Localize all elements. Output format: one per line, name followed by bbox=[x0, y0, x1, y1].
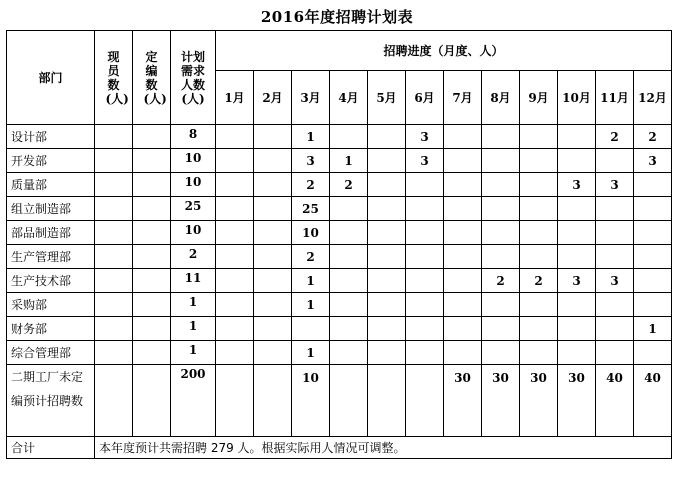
month-header-8: 8月 bbox=[482, 71, 520, 125]
month-cell-4 bbox=[330, 125, 368, 149]
month-cell-3: 1 bbox=[292, 269, 330, 293]
month-cell-8 bbox=[482, 125, 520, 149]
month-cell-6 bbox=[406, 269, 444, 293]
month-cell-1 bbox=[216, 173, 254, 197]
dept-cell: 生产技术部 bbox=[7, 269, 95, 293]
month-cell-11 bbox=[596, 221, 634, 245]
month-cell-7 bbox=[444, 245, 482, 269]
need-cell: 2 bbox=[171, 245, 216, 269]
current-staff-cell bbox=[95, 125, 133, 149]
quota-cell bbox=[133, 341, 171, 365]
progress-header: 招聘进度（月度、人） bbox=[216, 31, 672, 71]
month-cell-9: 30 bbox=[520, 365, 558, 437]
current-staff-cell bbox=[95, 245, 133, 269]
month-cell-10: 3 bbox=[558, 269, 596, 293]
need-cell: 1 bbox=[171, 293, 216, 317]
month-cell-8 bbox=[482, 221, 520, 245]
month-header-7: 7月 bbox=[444, 71, 482, 125]
month-cell-4: 1 bbox=[330, 149, 368, 173]
month-cell-1 bbox=[216, 125, 254, 149]
month-header-4: 4月 bbox=[330, 71, 368, 125]
current-staff-cell bbox=[95, 173, 133, 197]
month-cell-10 bbox=[558, 125, 596, 149]
total-label: 合计 bbox=[7, 437, 95, 459]
quota-cell bbox=[133, 317, 171, 341]
month-cell-3 bbox=[292, 317, 330, 341]
dept-cell: 部品制造部 bbox=[7, 221, 95, 245]
table-row bbox=[7, 197, 672, 221]
header-row-1 bbox=[7, 31, 672, 71]
quota-cell bbox=[133, 245, 171, 269]
month-cell-12: 40 bbox=[634, 365, 672, 437]
dept-cell: 二期工厂未定编预计招聘数 bbox=[7, 365, 95, 437]
dept-cell: 组立制造部 bbox=[7, 197, 95, 221]
month-cell-8: 30 bbox=[482, 365, 520, 437]
month-header-3: 3月 bbox=[292, 71, 330, 125]
month-cell-2 bbox=[254, 221, 292, 245]
month-cell-6 bbox=[406, 293, 444, 317]
month-cell-2 bbox=[254, 197, 292, 221]
month-cell-6 bbox=[406, 197, 444, 221]
table-row bbox=[7, 173, 672, 197]
month-cell-2 bbox=[254, 341, 292, 365]
month-header-12: 12月 bbox=[634, 71, 672, 125]
table-row bbox=[7, 341, 672, 365]
current-staff-cell bbox=[95, 221, 133, 245]
quota-cell bbox=[133, 149, 171, 173]
need-header-text: 计划需求人数(人) bbox=[180, 49, 205, 106]
month-cell-11 bbox=[596, 245, 634, 269]
month-cell-11 bbox=[596, 341, 634, 365]
month-cell-11: 3 bbox=[596, 173, 634, 197]
month-cell-3: 25 bbox=[292, 197, 330, 221]
month-cell-6: 3 bbox=[406, 125, 444, 149]
month-cell-4 bbox=[330, 317, 368, 341]
dept-cell: 质量部 bbox=[7, 173, 95, 197]
month-cell-5 bbox=[368, 269, 406, 293]
month-cell-5 bbox=[368, 173, 406, 197]
month-cell-7 bbox=[444, 269, 482, 293]
month-cell-5 bbox=[368, 365, 406, 437]
month-cell-3: 2 bbox=[292, 245, 330, 269]
current-staff-header bbox=[95, 31, 133, 125]
month-cell-9 bbox=[520, 221, 558, 245]
current-staff-cell bbox=[95, 197, 133, 221]
table-row bbox=[7, 293, 672, 317]
month-cell-3: 10 bbox=[292, 221, 330, 245]
month-cell-5 bbox=[368, 221, 406, 245]
month-cell-3: 3 bbox=[292, 149, 330, 173]
month-cell-8 bbox=[482, 293, 520, 317]
month-cell-4 bbox=[330, 269, 368, 293]
month-header-9: 9月 bbox=[520, 71, 558, 125]
month-cell-7 bbox=[444, 197, 482, 221]
month-cell-1 bbox=[216, 293, 254, 317]
table-row-phase2 bbox=[7, 365, 672, 437]
need-cell: 1 bbox=[171, 341, 216, 365]
month-cell-7 bbox=[444, 317, 482, 341]
need-header bbox=[171, 31, 216, 125]
table-row bbox=[7, 317, 672, 341]
month-cell-7 bbox=[444, 293, 482, 317]
table-row bbox=[7, 125, 672, 149]
dept-cell: 采购部 bbox=[7, 293, 95, 317]
month-cell-4 bbox=[330, 341, 368, 365]
month-cell-9 bbox=[520, 125, 558, 149]
table-row bbox=[7, 245, 672, 269]
month-header-1: 1月 bbox=[216, 71, 254, 125]
month-cell-2 bbox=[254, 125, 292, 149]
month-cell-5 bbox=[368, 293, 406, 317]
need-cell: 25 bbox=[171, 197, 216, 221]
month-cell-10: 3 bbox=[558, 173, 596, 197]
month-cell-11 bbox=[596, 149, 634, 173]
dept-cell: 财务部 bbox=[7, 317, 95, 341]
month-cell-10 bbox=[558, 221, 596, 245]
total-note: 本年度预计共需招聘 279 人。根据实际用人情况可调整。 bbox=[95, 437, 672, 459]
month-cell-10 bbox=[558, 293, 596, 317]
month-cell-2 bbox=[254, 149, 292, 173]
month-cell-8: 2 bbox=[482, 269, 520, 293]
month-cell-12 bbox=[634, 269, 672, 293]
month-cell-3: 2 bbox=[292, 173, 330, 197]
current-staff-cell bbox=[95, 317, 133, 341]
month-cell-7 bbox=[444, 149, 482, 173]
quota-cell bbox=[133, 365, 171, 437]
month-cell-3: 1 bbox=[292, 125, 330, 149]
month-cell-6 bbox=[406, 365, 444, 437]
current-staff-cell bbox=[95, 149, 133, 173]
month-cell-12 bbox=[634, 293, 672, 317]
month-cell-1 bbox=[216, 317, 254, 341]
need-cell: 10 bbox=[171, 221, 216, 245]
quota-cell bbox=[133, 221, 171, 245]
month-cell-1 bbox=[216, 341, 254, 365]
month-header-2: 2月 bbox=[254, 71, 292, 125]
month-cell-2 bbox=[254, 293, 292, 317]
month-cell-5 bbox=[368, 125, 406, 149]
month-cell-6 bbox=[406, 221, 444, 245]
month-cell-11: 40 bbox=[596, 365, 634, 437]
month-cell-1 bbox=[216, 269, 254, 293]
month-cell-12: 2 bbox=[634, 125, 672, 149]
month-cell-10 bbox=[558, 317, 596, 341]
quota-header-text: 定编数(人) bbox=[143, 49, 167, 106]
current-staff-cell bbox=[95, 341, 133, 365]
month-cell-7 bbox=[444, 173, 482, 197]
month-cell-7: 30 bbox=[444, 365, 482, 437]
month-cell-7 bbox=[444, 221, 482, 245]
month-cell-5 bbox=[368, 149, 406, 173]
month-cell-4 bbox=[330, 197, 368, 221]
month-cell-11 bbox=[596, 197, 634, 221]
table-row bbox=[7, 221, 672, 245]
quota-cell bbox=[133, 293, 171, 317]
month-cell-1 bbox=[216, 245, 254, 269]
quota-cell bbox=[133, 197, 171, 221]
month-cell-11: 2 bbox=[596, 125, 634, 149]
month-cell-9 bbox=[520, 173, 558, 197]
month-cell-10: 30 bbox=[558, 365, 596, 437]
month-cell-12 bbox=[634, 245, 672, 269]
need-cell: 8 bbox=[171, 125, 216, 149]
month-cell-5 bbox=[368, 245, 406, 269]
month-cell-12 bbox=[634, 341, 672, 365]
month-cell-2 bbox=[254, 365, 292, 437]
month-cell-4 bbox=[330, 365, 368, 437]
month-cell-8 bbox=[482, 317, 520, 341]
month-cell-10 bbox=[558, 341, 596, 365]
month-cell-7 bbox=[444, 125, 482, 149]
month-cell-9 bbox=[520, 317, 558, 341]
need-cell: 10 bbox=[171, 149, 216, 173]
month-cell-2 bbox=[254, 317, 292, 341]
month-header-5: 5月 bbox=[368, 71, 406, 125]
month-cell-12 bbox=[634, 221, 672, 245]
month-cell-4 bbox=[330, 293, 368, 317]
month-cell-9 bbox=[520, 245, 558, 269]
month-cell-5 bbox=[368, 341, 406, 365]
month-cell-11 bbox=[596, 317, 634, 341]
month-header-6: 6月 bbox=[406, 71, 444, 125]
month-cell-8 bbox=[482, 341, 520, 365]
recruitment-plan-table bbox=[6, 30, 672, 459]
month-cell-2 bbox=[254, 269, 292, 293]
month-cell-6 bbox=[406, 245, 444, 269]
month-header-11: 11月 bbox=[596, 71, 634, 125]
month-header-10: 10月 bbox=[558, 71, 596, 125]
month-cell-6 bbox=[406, 173, 444, 197]
quota-header bbox=[133, 31, 171, 125]
quota-cell bbox=[133, 125, 171, 149]
current-staff-cell bbox=[95, 269, 133, 293]
month-cell-4 bbox=[330, 221, 368, 245]
month-cell-12: 3 bbox=[634, 149, 672, 173]
month-cell-11: 3 bbox=[596, 269, 634, 293]
dept-cell: 生产管理部 bbox=[7, 245, 95, 269]
current-staff-cell bbox=[95, 365, 133, 437]
quota-cell bbox=[133, 173, 171, 197]
month-cell-8 bbox=[482, 173, 520, 197]
month-cell-9 bbox=[520, 341, 558, 365]
table-row bbox=[7, 269, 672, 293]
month-cell-3: 1 bbox=[292, 293, 330, 317]
dept-header: 部门 bbox=[7, 31, 95, 125]
page-title: 2016年度招聘计划表 bbox=[260, 8, 414, 26]
month-cell-1 bbox=[216, 221, 254, 245]
month-cell-9 bbox=[520, 149, 558, 173]
current-staff-cell bbox=[95, 293, 133, 317]
month-cell-9 bbox=[520, 293, 558, 317]
dept-cell: 设计部 bbox=[7, 125, 95, 149]
month-cell-1 bbox=[216, 149, 254, 173]
month-cell-12 bbox=[634, 197, 672, 221]
month-cell-5 bbox=[368, 197, 406, 221]
dept-cell: 综合管理部 bbox=[7, 341, 95, 365]
month-cell-6: 3 bbox=[406, 149, 444, 173]
quota-cell bbox=[133, 269, 171, 293]
month-cell-10 bbox=[558, 245, 596, 269]
need-cell: 10 bbox=[171, 173, 216, 197]
month-cell-8 bbox=[482, 197, 520, 221]
month-cell-12: 1 bbox=[634, 317, 672, 341]
month-cell-4 bbox=[330, 245, 368, 269]
dept-cell: 开发部 bbox=[7, 149, 95, 173]
month-cell-2 bbox=[254, 173, 292, 197]
month-cell-3: 10 bbox=[292, 365, 330, 437]
month-cell-7 bbox=[444, 341, 482, 365]
month-cell-1 bbox=[216, 365, 254, 437]
month-cell-6 bbox=[406, 317, 444, 341]
month-cell-10 bbox=[558, 197, 596, 221]
total-row bbox=[7, 437, 672, 459]
month-cell-1 bbox=[216, 197, 254, 221]
need-cell: 1 bbox=[171, 317, 216, 341]
month-cell-9 bbox=[520, 197, 558, 221]
month-cell-12 bbox=[634, 173, 672, 197]
month-cell-4: 2 bbox=[330, 173, 368, 197]
need-cell: 11 bbox=[171, 269, 216, 293]
month-cell-6 bbox=[406, 341, 444, 365]
month-cell-9: 2 bbox=[520, 269, 558, 293]
need-cell: 200 bbox=[171, 365, 216, 437]
table-row bbox=[7, 149, 672, 173]
month-cell-2 bbox=[254, 245, 292, 269]
month-cell-5 bbox=[368, 317, 406, 341]
month-cell-8 bbox=[482, 245, 520, 269]
month-cell-3: 1 bbox=[292, 341, 330, 365]
month-cell-8 bbox=[482, 149, 520, 173]
month-cell-10 bbox=[558, 149, 596, 173]
current-staff-header-text: 现员数(人) bbox=[105, 49, 129, 106]
month-cell-11 bbox=[596, 293, 634, 317]
